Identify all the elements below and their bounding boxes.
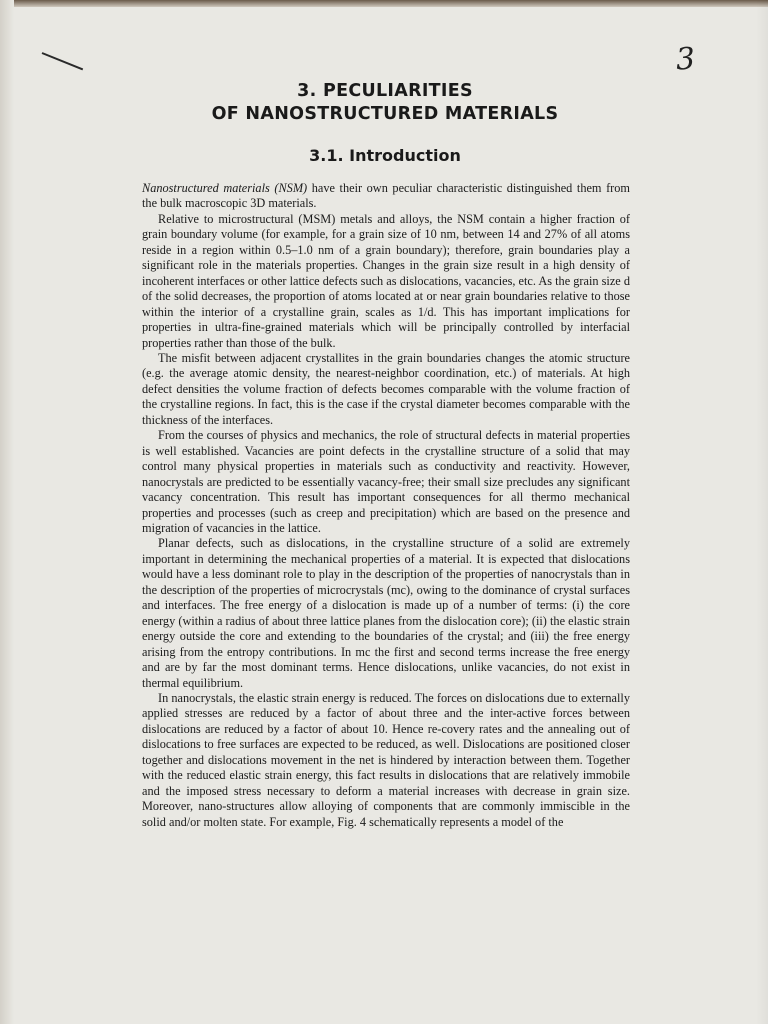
handwritten-margin-mark [42,52,84,70]
scan-right-shadow [756,0,768,1024]
paragraph-1-text: have their own peculiar characteristic distinguished them from the bulk macroscopic 3D materials. [142,181,630,211]
handwritten-page-number: 3 [674,41,697,78]
paragraph-6: In nanocrystals, the elastic strain energy is reduced. The forces on dislocations due to externally applied stresses are reduced by a factor of about three and the inter-active forces between dislocations are reduced by a factor of about 10. Hence re-covery rates and the annealing out of dislocations to free surfaces are expected to be reduced, as well. Dislocations are positioned closer together and dislocations movement in the net is hindered by interaction between them. Together with the reduced elastic strain energy, this fact results in dislocations that are relatively immobile and the imposed stress necessary to deform a material increases with decrease in grain size. Moreover, nano-structures allow alloying of components that are commonly immiscible in the solid and/or molten state. For example, Fig. 4 schematically represents a model of the [142,690,630,829]
body-text [142,181,630,830]
scan-top-edge [0,0,768,7]
chapter-title [160,80,610,126]
paragraph-1-lead-italic: Nanostructured materials (NSM) [142,181,308,195]
paragraph-4: From the courses of physics and mechanics, the role of structural defects in material properties is well established. Vacancies are point defects in the crystalline structure of a solid that may control many physical properties in materials such as conductivity and reactivity. However, nanocrystals are predicted to be essentially vacancy-free; their small size precludes any significant vacancy concentration. This result has important consequences for all thermo mechanical properties and processes (such as creep and precipitation) which are based on the presence and migration of vacancies in the lattice. [142,428,630,535]
scan-left-edge [0,0,14,1024]
paragraph-2: Relative to microstructural (MSM) metals and alloys, the NSM contain a higher fraction of grain boundary volume (for example, for a grain size of 10 nm, between 14 and 27% of all atoms reside in a region within 0.5–1.0 nm of a grain boundary); therefore, grain boundaries play a significant role in the materials properties. Changes in the grain size result in a high density of incoherent interfaces or other lattice defects such as dislocations, vacancies, etc. As the grain size d of the solid decreases, the proportion of atoms located at or near grain boundaries relative to those within the interior of a crystalline grain, scales as 1/d. This has important implications for properties in ultra-fine-grained materials which will be principally controlled by interfacial properties rather than those of the bulk. [142,211,630,350]
chapter-title-line-2: OF NANOSTRUCTURED MATERIALS [211,104,559,124]
paragraph-3: The misfit between adjacent crystallites in the grain boundaries changes the atomic structure (e.g. the average atomic density, the nearest-neighbor coordination, etc.) of materials. At high defect densities the volume fraction of defects becomes comparable with the volume fraction of the crystalline regions. In fact, this is the case if the crystal diameter becomes comparable with the thickness of the interfaces. [142,350,630,427]
paragraph-1 [142,181,630,212]
paragraph-5: Planar defects, such as dislocations, in the crystalline structure of a solid are extremely important in determining the mechanical properties of a material. It is expected that dislocations would have a less dominant role to play in the description of the properties of nanocrystals than in the description of the properties of microcrystals (mc), owing to the dominance of crystal surfaces and interfaces. The free energy of a dislocation is made up of a number of terms: (i) the core energy (within a radius of about three lattice planes from the dislocation core); (ii) the elastic strain energy outside the core and extending to the boundaries of the crystal; and (iii) the free energy arising from the entropy contributions. In mc the first and second terms increase the free energy and are by far the most dominant terms. Hence dislocations, unlike vacancies, do not exist in thermal equilibrium. [142,536,630,690]
chapter-title-line-1: 3. PECULIARITIES [297,81,473,101]
section-title: 3.1. Introduction [309,146,461,165]
